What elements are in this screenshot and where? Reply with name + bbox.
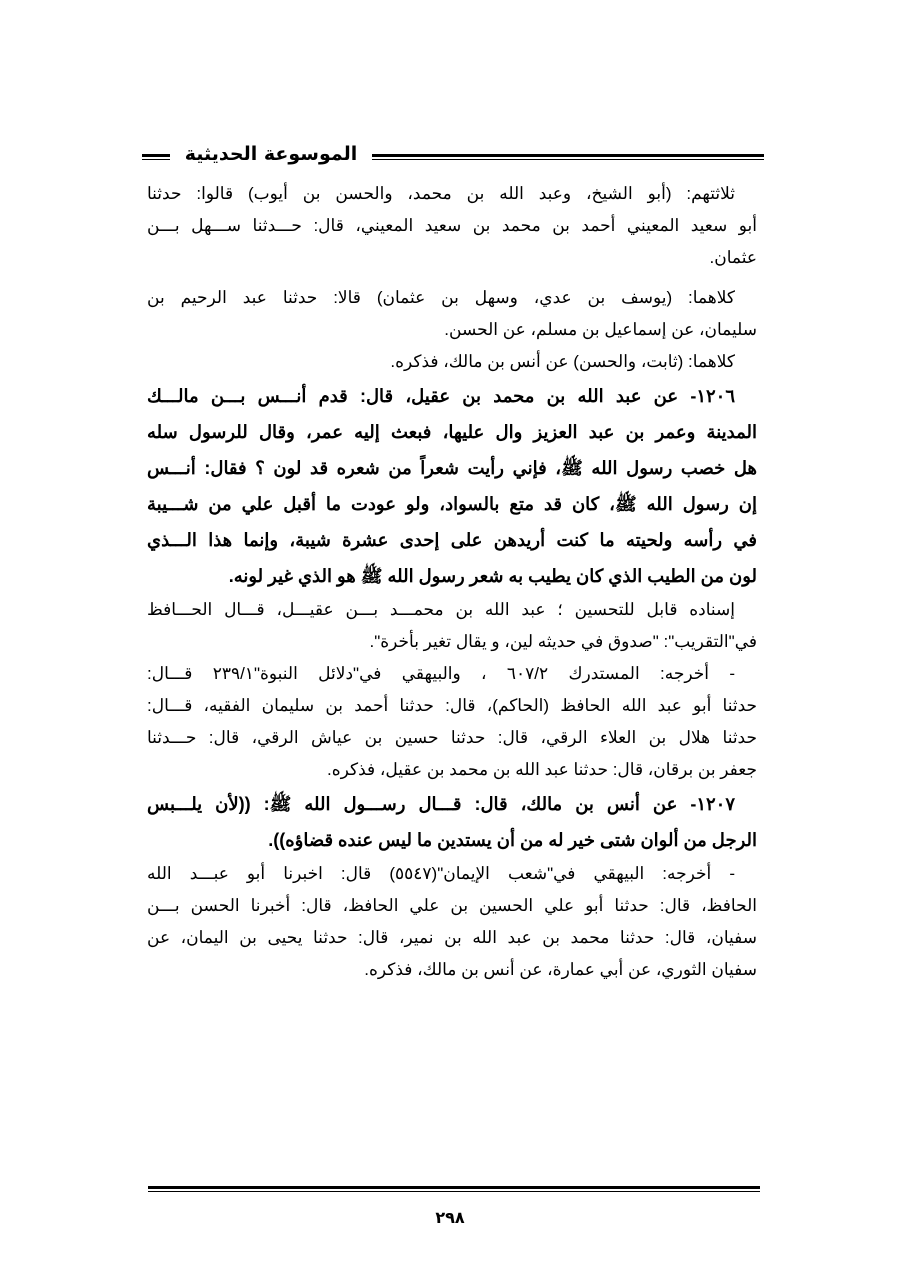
header-title: الموسوعة الحديثية [184,143,358,165]
text-line: كلاهما: (ثابت، والحسن) عن أنس بن مالك، فذكره. [390,352,735,371]
text-line: سليمان، عن إسماعيل بن مسلم، عن الحسن. [444,320,757,339]
text-line: في"التقريب": "صدوق في حديثه لين، و يقال تغير بأخرة". [369,632,757,651]
text-line: الحافظ، قال: حدثنا أبو علي الحسين بن علي الحافظ، قال: أخبرنا الحسن بـــن [147,896,757,915]
text-line: أبو سعيد المعيني أحمد بن محمد بن سعيد المعيني، قال: حـــدثنا ســـهل بـــن [147,216,757,235]
hadith-line: ١٢٠٧- عن أنس بن مالك، قال: قـــال رســـول الله ﷺ: ((لأن يلـــبس [147,794,735,814]
text-line: ثلاثتهم: (أبو الشيخ، وعبد الله بن محمد، والحسن بن أيوب) قالوا: حدثنا [147,184,735,203]
text-line: إسناده قابل للتحسين ؛ عبد الله بن محمـــد بـــن عقيـــل، قـــال الحـــافظ [147,600,735,619]
text-line: سفيان الثوري، عن أبي عمارة، عن أنس بن مالك، فذكره. [364,960,757,979]
hadith-line: في رأسه ولحيته ما كنت أريدهن على إحدى عشرة شيبة، وإنما هذا الـــذي [147,530,757,550]
header-rule-left [142,154,170,160]
text-line: سفيان، قال: حدثنا محمد بن عبد الله بن نمير، قال: حدثنا يحيى بن اليمان، عن [147,928,757,947]
running-header [142,140,764,170]
hadith-line: إن رسول الله ﷺ، كان قد متع بالسواد، ولو عودت ما أقبل علي من شـــيبة [147,494,757,514]
hadith-line: لون من الطيب الذي كان يطيب به شعر رسول الله ﷺ هو الذي غير لونه. [228,566,757,586]
hadith-line: الرجل من ألوان شتى خير له من أن يستدين ما ليس عنده قضاؤه)). [268,830,757,850]
text-line: حدثنا هلال بن العلاء الرقي، قال: حدثنا حسين بن عياش الرقي، قال: حـــدثنا [147,728,757,747]
page-number: ٢٩٨ [435,1208,465,1227]
text-line: - أخرجه: البيهقي في"شعب الإيمان"(٥٥٤٧) قال: اخبرنا أبو عبـــد الله [147,864,735,883]
text-line: عثمان. [709,248,757,267]
hadith-line: ١٢٠٦- عن عبد الله بن محمد بن عقيل، قال: قدم أنـــس بـــن مالـــك [147,386,735,406]
hadith-line: هل خصب رسول الله ﷺ، فإني رأيت شعراً من شعره قد لون ؟ فقال: أنـــس [147,458,757,478]
hadith-line: المدينة وعمر بن عبد العزيز وال عليها، فبعث إليه عمر، وقال للرسول سله [147,422,757,442]
page-body [147,178,757,986]
text-line: كلاهما: (يوسف بن عدي، وسهل بن عثمان) قالا: حدثنا عبد الرحيم بن [147,288,735,307]
text-line: حدثنا أبو عبد الله الحافظ (الحاكم)، قال: حدثنا أحمد بن سليمان الفقيه، قـــال: [147,696,757,715]
text-line: جعفر بن برقان، قال: حدثنا عبد الله بن محمد بن عقيل، فذكره. [327,760,757,779]
header-rule-right [372,154,764,160]
text-line: - أخرجه: المستدرك ٦٠٧/٢ ، والبيهقي في"دلائل النبوة"٢٣٩/١ قـــال: [147,664,736,683]
footer-rule [148,1186,760,1192]
